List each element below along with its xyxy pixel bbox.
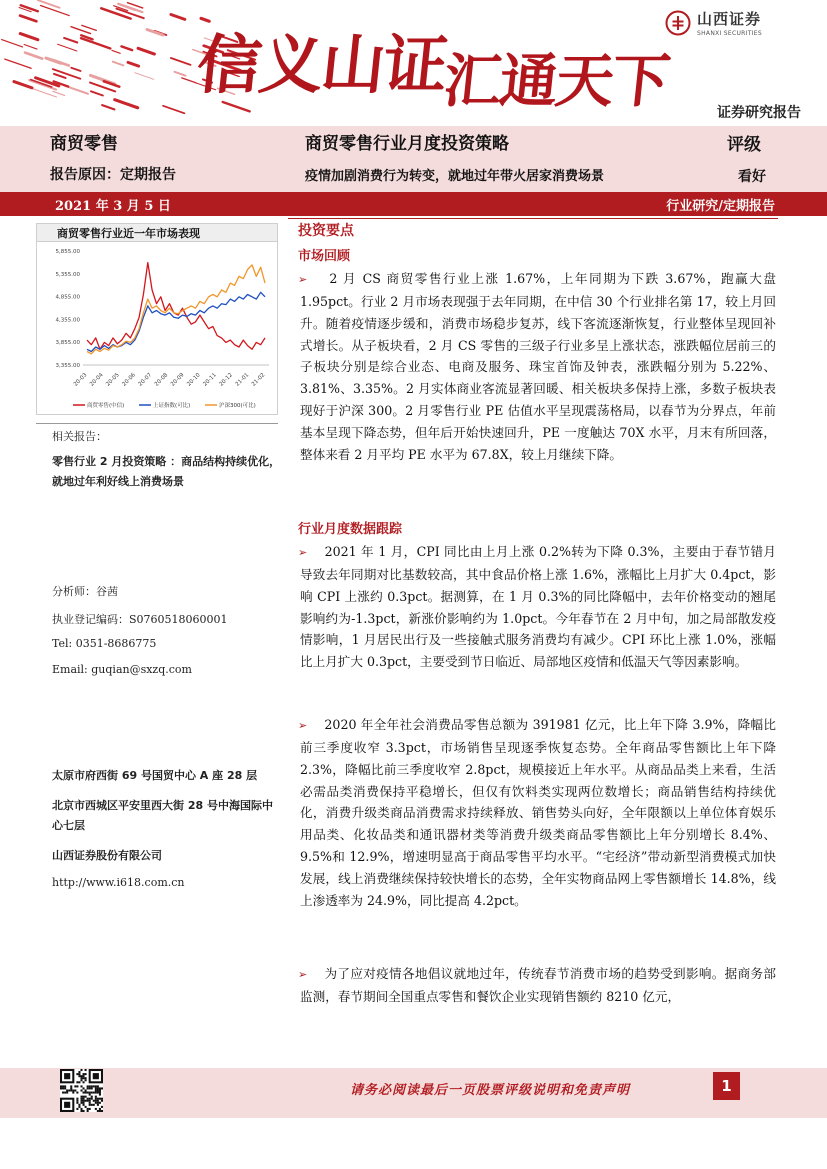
decorative-ray [20, 34, 38, 40]
paragraph-text: 2020 年全年社会消费品零售总额为 391981 亿元，比上年下降 3.9%，降幅比前三季度收窄 3.3pct，市场销售呈现逐季恢复态势。全年商品零售额比上年下降 2.3%，降幅比前三季度收窄 2.8pct，规模接近上年水平。从商品品类上来看，生活必需品类消费保持平稳增长，但仅有饮料类实现两位数增长；商品销售结构持续优化，消费升级类商品消费需求持续释放、销售势头向好，全年限额以上单位体育娱乐用品类、化妆品类和通讯器材类等消费升级类商品零售额比上年分别增长 8.4%、9.5%和 12.9%，增速明显高于商品零售平均水平。“宅经济”带动新型消费模式加快发展，线上消费继续保持较快增长的态势，全年实物商品网上零售额增长 14.8%，线上渗透率为 24.9%，同比提高 4.2pct。 [300, 717, 776, 908]
x-tick-label: 20-12 [218, 372, 235, 388]
sidebar-divider [36, 423, 278, 424]
decorative-ray [135, 73, 154, 80]
analyst-name: 分析师：谷茜 [52, 585, 118, 598]
decorative-ray [64, 38, 77, 43]
decorative-ray [38, 0, 60, 8]
decorative-ray [58, 44, 77, 51]
y-tick-label: 3,855.00 [55, 340, 80, 347]
decorative-ray [20, 16, 36, 22]
x-tick-label: 20-10 [186, 372, 202, 388]
legend-label: 上证指数(可比) [153, 403, 191, 409]
bullet-icon: ➢ [298, 968, 308, 981]
decorative-ray [128, 62, 139, 66]
section-investment-highlights: 投资要点 [298, 223, 354, 239]
report-date: 2021 年 3 月 5 日 [55, 199, 171, 214]
x-tick-label: 20-03 [72, 372, 89, 388]
slogan-part-b: 汇通天下 [440, 47, 672, 115]
y-tick-label: 4,855.00 [55, 294, 80, 301]
decorative-ray [25, 53, 42, 59]
report-subtitle: 疫情加剧消费行为转变，就地过年带火居家消费场景 [305, 169, 605, 184]
x-tick-label: 20-08 [153, 372, 170, 388]
x-tick-label: 21-02 [250, 372, 267, 388]
decorative-ray [81, 38, 111, 48]
content-top-rule [288, 218, 778, 219]
decorative-ray [175, 72, 186, 76]
legend-label: 商贸零售(中信) [87, 403, 125, 409]
decorative-ray [5, 59, 31, 68]
related-report-link[interactable]: 零售行业 2 月投资策略 ：商品结构持续优化，就地过年利好线上消费场景 [52, 455, 281, 488]
decorative-ray [171, 15, 185, 20]
decorative-ray [115, 100, 138, 108]
decorative-ray [138, 48, 154, 54]
address-taiyuan: 太原市府西街 69 号国贸中心 A 座 28 层 [52, 769, 258, 782]
date-bar [0, 192, 827, 216]
decorative-ray [116, 9, 143, 19]
subsection-market-review: 市场回顾 [298, 249, 351, 264]
slogan-calligraphy [193, 14, 675, 115]
analyst-email[interactable]: Email: guqian@sxzq.com [52, 663, 192, 676]
subsection-monthly-data: 行业月度数据跟踪 [298, 522, 403, 537]
y-tick-label: 4,355.00 [55, 317, 80, 324]
decorative-ray [24, 45, 37, 50]
x-tick-label: 21-01 [234, 372, 251, 388]
paragraph-market-review [300, 268, 776, 466]
decorative-ray [91, 91, 103, 95]
rating-value: 看好 [738, 169, 766, 185]
x-tick-label: 20-05 [105, 372, 121, 388]
x-tick-label: 20-06 [121, 372, 137, 388]
paragraph-text: 2 月 CS 商贸零售行业上涨 1.67%，上年同期为下跌 3.67%，跑赢大盘 1.95pct。行业 2 月市场表现强于去年同期，在中信 30 个行业排名第 17，较上月回升。随着疫情逐步缓和，消费市场稳步复苏，线下客流逐渐恢复，行业整体呈现回补式增长。从子板块看，2 月 CS 零售的三级子行业多呈上涨状态，涨跌幅位居前三的子板块分别是综合业态、电商及服务、珠宝首饰及钟表，涨跌幅分别为 5.22%、3.81%、3.35%。2 月实体商业客流显著回暖、相关板块多保持上涨，多数子板块表现好于沪深 300。2 月零售行业 PE 估值水平呈现震荡格局，以春节为分界点，年前基本呈现下降态势，但年后开始快速回升，PE 一度触达 70X 水平，月末有所回落，整体来看 2 月平均 PE 水平为 67.8X，较上月继续下降。 [300, 271, 776, 462]
slogan-part-a: 信义山证 [193, 28, 450, 103]
bullet-icon: ➢ [298, 719, 308, 732]
paragraph-text: 为了应对疫情各地倡议就地过年，传统春节消费市场的趋势受到影响。据商务部监测，春节期间全国重点零售和餐饮企业实现销售额约 8210 亿元， [300, 966, 777, 1004]
decorative-ray [14, 82, 32, 88]
analyst-phone: Tel: 0351-8686775 [52, 637, 157, 650]
logo-english-name: SHANXI SECURITIES [697, 30, 762, 37]
report-title: 商贸零售行业月度投资策略 [305, 134, 509, 154]
bullet-icon: ➢ [298, 273, 308, 286]
paragraph-text: 2021 年 1 月，CPI 同比由上月上涨 0.2%转为下降 0.3%，主要由于春节错月导致去年同期对比基数较高，其中食品价格上涨 1.6%，涨幅比上月扩大 0.4pct，影响 CPI 上涨约 0.3pct。据测算，在 1 月 0.3%的同比降幅中，去年价格变动的翘尾影响约为-1.3pct，新涨价影响约为 1.0pct。今年春节在 2 月中旬，加之局部散发疫情影响，1 月居民出行及一些接触式服务消费均有减少。CPI 环比上涨 1.0%，涨幅比上月扩大 0.3pct，主要受到节日临近、局部地区疫情和低温天气等因素影响。 [300, 544, 776, 670]
bullet-icon: ➢ [298, 546, 308, 559]
report-type-label: 证券研究报告 [717, 105, 801, 121]
chart-title-row [37, 224, 277, 242]
chart-title: 商贸零售行业近一年市场表现 [57, 227, 200, 240]
decorative-ray [182, 78, 196, 83]
series-line-3 [87, 265, 265, 354]
series-line-2 [87, 292, 265, 351]
decorative-ray [113, 62, 124, 66]
legend-label: 沪深300(可比) [219, 403, 256, 409]
rating-label: 评级 [727, 135, 761, 155]
decorative-ray [71, 68, 80, 71]
analyst-license: 执业登记编码：S0760518060001 [52, 613, 228, 626]
report-reason: 报告原因：定期报告 [50, 167, 176, 183]
sector-name: 商贸零售 [50, 134, 118, 154]
decorative-ray [121, 46, 132, 50]
market-performance-chart [36, 223, 278, 415]
related-reports-label: 相关报告： [52, 430, 107, 443]
x-tick-label: 20-09 [169, 372, 186, 388]
decorative-ray [54, 74, 65, 78]
logo-chinese-name: 山西证券 [697, 10, 762, 28]
decorative-ray [163, 106, 184, 113]
logo-mark-icon [665, 10, 691, 36]
decorative-ray [102, 105, 114, 109]
qr-code-icon[interactable] [60, 1069, 103, 1112]
y-tick-label: 3,355.00 [55, 363, 80, 369]
x-tick-label: 20-07 [137, 372, 154, 388]
series-line-1 [87, 263, 265, 350]
decorative-ray [112, 50, 120, 53]
company-website[interactable]: http://www.i618.com.cn [52, 876, 185, 889]
decorative-ray [171, 58, 191, 65]
paragraph-cpi [300, 541, 776, 673]
line-chart [37, 243, 279, 415]
decorative-ray [82, 25, 97, 30]
report-category: 行业研究/定期报告 [666, 199, 775, 214]
paragraph-spring-festival [300, 963, 776, 1008]
x-tick-label: 20-04 [89, 372, 105, 388]
header-banner [0, 0, 827, 126]
x-tick-label: 20-11 [202, 372, 218, 388]
company-name: 山西证券股份有限公司 [52, 849, 162, 862]
paragraph-retail-sales [300, 714, 776, 912]
disclaimer-notice: 请务必阅读最后一页股票评级说明和免责声明 [350, 1083, 631, 1098]
y-tick-label: 5,355.00 [55, 271, 80, 278]
y-tick-label: 5,855.00 [55, 249, 80, 255]
address-beijing: 北京市西城区平安里西大街 28 号中海国际中心七层 [52, 799, 273, 832]
company-logo [665, 8, 762, 37]
decorative-ray [2, 40, 23, 47]
page-number: 1 [713, 1072, 740, 1100]
title-band [0, 126, 827, 192]
decorative-ray [21, 5, 38, 11]
decorative-ray [53, 91, 65, 95]
